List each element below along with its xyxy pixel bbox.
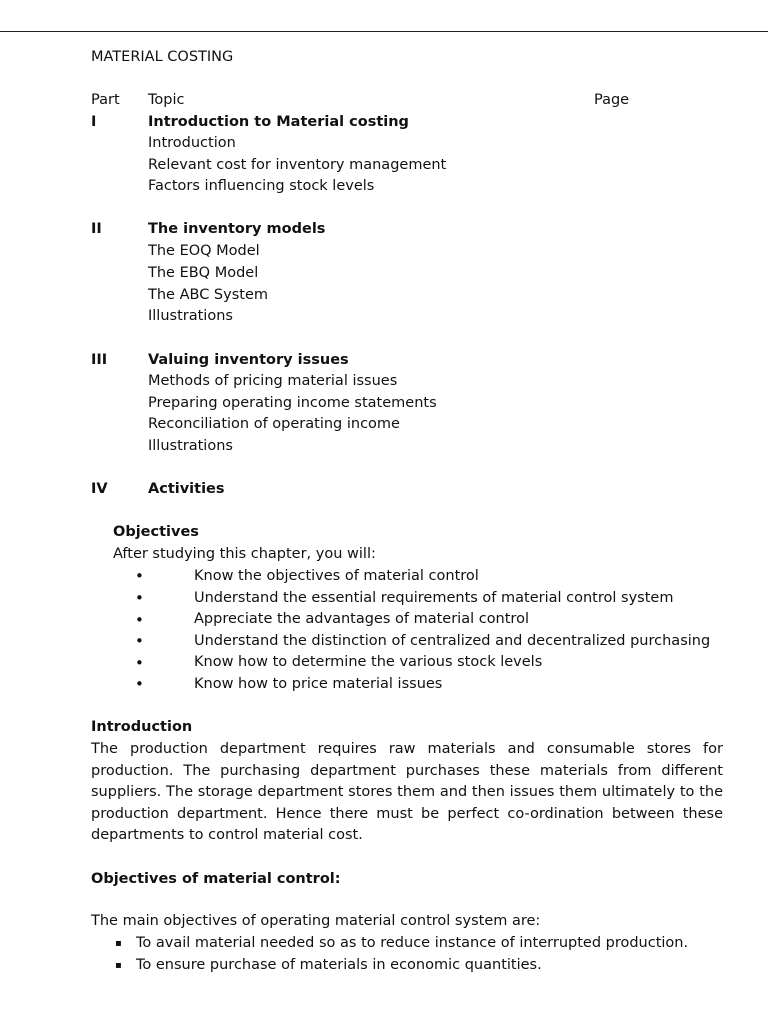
toc-part-number: I <box>91 114 97 130</box>
toc-header-part: Part <box>91 92 120 108</box>
bullet-icon: • <box>135 654 144 672</box>
objective-item: Know how to price material issues <box>194 676 443 692</box>
toc-item: Reconciliation of operating income <box>148 416 400 432</box>
objectives-heading: Objectives <box>113 524 199 540</box>
toc-item: Illustrations <box>148 438 233 454</box>
material-control-heading: Objectives of material control: <box>91 871 341 887</box>
bullet-icon: • <box>135 632 144 650</box>
toc-part-number: IV <box>91 481 108 497</box>
toc-item: Preparing operating income statements <box>148 395 437 411</box>
bullet-icon: • <box>135 589 144 607</box>
objective-item: Know how to determine the various stock levels <box>194 654 543 670</box>
toc-part-title: Introduction to Material costing <box>148 114 409 130</box>
toc-item: Introduction <box>148 135 236 151</box>
toc-item: The ABC System <box>148 287 268 303</box>
document-title: MATERIAL COSTING <box>91 49 234 65</box>
bullet-icon: • <box>135 611 144 629</box>
toc-item: The EOQ Model <box>148 243 260 259</box>
objective-item: Know the objectives of material control <box>194 568 479 584</box>
toc-item: Factors influencing stock levels <box>148 178 375 194</box>
toc-header-topic: Topic <box>148 92 185 108</box>
material-control-item: To avail material needed so as to reduce instance of interrupted production. <box>136 935 689 951</box>
toc-part-title: The inventory models <box>148 221 326 237</box>
objectives-intro: After studying this chapter, you will: <box>113 546 376 562</box>
objective-item: Appreciate the advantages of material control <box>194 611 529 627</box>
material-control-intro: The main objectives of operating material control system are: <box>91 913 541 929</box>
square-bullet-icon: ▪ <box>115 960 122 971</box>
objective-item: Understand the essential requirements of material control system <box>194 590 674 606</box>
toc-item: The EBQ Model <box>148 265 259 281</box>
introduction-heading: Introduction <box>91 719 193 735</box>
toc-item: Methods of pricing material issues <box>148 373 398 389</box>
square-bullet-icon: ▪ <box>115 938 122 949</box>
objective-item: Understand the distinction of centralized and decentralized purchasing <box>194 633 711 649</box>
top-rule <box>0 31 768 32</box>
toc-part-number: II <box>91 221 102 237</box>
bullet-icon: • <box>135 675 144 693</box>
toc-item: Relevant cost for inventory management <box>148 157 447 173</box>
toc-part-number: III <box>91 352 108 368</box>
toc-item: Illustrations <box>148 308 233 324</box>
introduction-paragraph: The production department requires raw materials and consumable stores for production. The purchasing department purchases these materials from different suppliers. The storage department stores them and then issues them ultimately to the production department. Hence there must be perfect co-ordination between these departments to control material cost. <box>91 741 723 843</box>
toc-part-title: Activities <box>148 481 225 497</box>
toc-part-title: Valuing inventory issues <box>148 352 349 368</box>
bullet-icon: • <box>135 567 144 585</box>
toc-header-page: Page <box>594 92 630 108</box>
material-control-item: To ensure purchase of materials in economic quantities. <box>136 957 542 973</box>
